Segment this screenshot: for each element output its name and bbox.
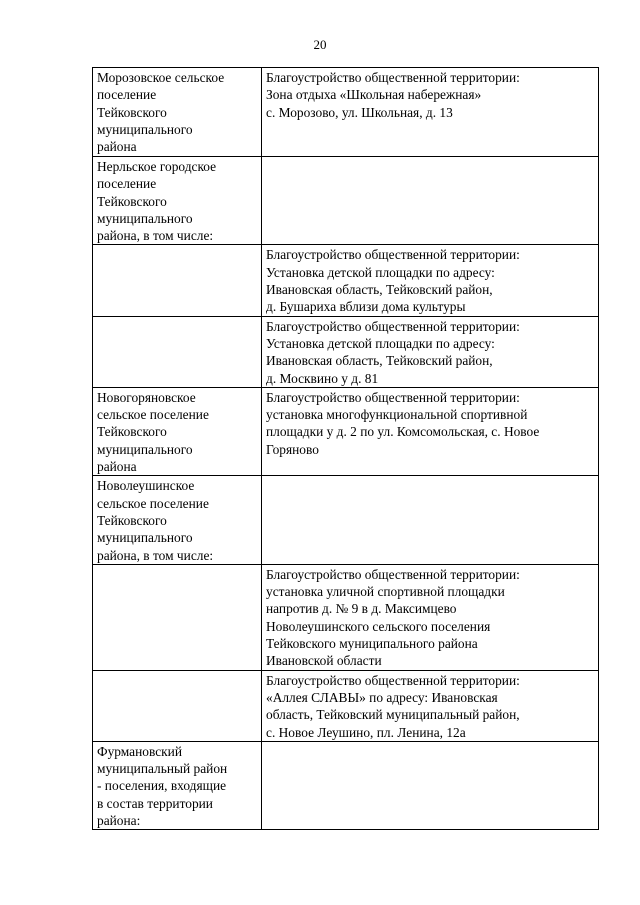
table-row xyxy=(93,245,599,316)
text-line: Тейковского xyxy=(97,424,167,440)
project-cell xyxy=(262,387,599,475)
table-row xyxy=(93,387,599,475)
territory-cell xyxy=(93,564,262,670)
territory-cell xyxy=(93,476,262,564)
text-line: «Аллея СЛАВЫ» по адресу: Ивановская xyxy=(266,689,498,705)
project-cell xyxy=(262,316,599,387)
text-line: Фурмановский xyxy=(97,743,182,759)
text-line: напротив д. № 9 в д. Максимцево xyxy=(266,601,457,617)
text-line: района, в том числе: xyxy=(97,547,214,563)
table-row xyxy=(93,564,599,670)
text-line: д. Москвино у д. 81 xyxy=(266,370,379,386)
text-line: Ивановской области xyxy=(266,653,382,669)
text-line: Благоустройство общественной территории: xyxy=(266,318,520,334)
text-line: сельское поселение xyxy=(97,495,209,511)
text-line: Благоустройство общественной территории: xyxy=(266,566,520,582)
document-table xyxy=(92,67,599,830)
text-line: Морозовское сельское xyxy=(97,70,225,85)
page-number: 20 xyxy=(313,37,327,52)
text-line: в состав территории xyxy=(97,795,213,811)
project-cell xyxy=(262,741,599,829)
text-line: района xyxy=(97,139,137,155)
text-line: д. Бушариха вблизи дома культуры xyxy=(266,299,466,315)
text-line: района: xyxy=(97,812,141,828)
text-line: Новолеушинское xyxy=(97,478,195,494)
territory-cell xyxy=(93,68,262,157)
text-line: Нерльское городское xyxy=(97,159,217,174)
text-line: установка уличной спортивной площадки xyxy=(266,584,505,600)
text-line: область, Тейковский муниципальный район, xyxy=(266,707,520,723)
text-line: Благоустройство общественной территории: xyxy=(266,247,520,263)
text-line: Зона отдыха «Школьная набережная» xyxy=(266,87,482,103)
text-line: Тейковского муниципального района xyxy=(266,636,478,652)
project-cell xyxy=(262,670,599,741)
text-line: Установка детской площадки по адресу: xyxy=(266,335,495,351)
text-line: сельское поселение xyxy=(97,407,209,423)
text-line: Новолеушинского сельского поселения xyxy=(266,618,491,634)
table-row xyxy=(93,316,599,387)
table-row xyxy=(93,670,599,741)
text-line: поселение xyxy=(97,87,157,103)
table-row xyxy=(93,476,599,564)
territory-cell xyxy=(93,316,262,387)
text-line: - поселения, входящие xyxy=(97,778,227,794)
text-line: района xyxy=(97,459,137,475)
project-cell xyxy=(262,564,599,670)
text-line: Тейковского xyxy=(97,512,167,528)
project-cell xyxy=(262,245,599,316)
text-line: Ивановская область, Тейковский район, xyxy=(266,353,493,369)
territory-cell xyxy=(93,245,262,316)
project-cell xyxy=(262,68,599,157)
text-line: Благоустройство общественной территории: xyxy=(266,389,520,405)
text-line: района, в том числе: xyxy=(97,228,214,244)
table-row xyxy=(93,741,599,829)
text-line: муниципальный район xyxy=(97,761,228,777)
project-cell xyxy=(262,157,599,245)
table-body xyxy=(93,68,599,830)
territory-cell xyxy=(93,157,262,245)
text-line: Тейковского xyxy=(97,104,167,120)
text-line: муниципального xyxy=(97,210,193,226)
text-line: с. Морозово, ул. Школьная, д. 13 xyxy=(266,104,453,120)
text-line: муниципального xyxy=(97,441,193,457)
text-line: площадки у д. 2 по ул. Комсомольская, с. Новое xyxy=(266,424,540,440)
text-line: муниципального xyxy=(97,121,193,137)
text-line: Благоустройство общественной территории: xyxy=(266,70,520,85)
text-line: муниципального xyxy=(97,530,193,546)
text-line: Новогоряновское xyxy=(97,389,196,405)
table-row xyxy=(93,157,599,245)
text-line: с. Новое Леушино, пл. Ленина, 12а xyxy=(266,724,466,740)
text-line: Горяново xyxy=(266,441,319,457)
text-line: Установка детской площадки по адресу: xyxy=(266,264,495,280)
text-line: Ивановская область, Тейковский район, xyxy=(266,282,493,298)
text-line: установка многофункциональной спортивной xyxy=(266,407,528,423)
territory-cell xyxy=(93,670,262,741)
table-row xyxy=(93,68,599,157)
text-line: Благоустройство общественной территории: xyxy=(266,672,520,688)
text-line: Тейковского xyxy=(97,193,167,209)
project-cell xyxy=(262,476,599,564)
territory-cell xyxy=(93,741,262,829)
territory-cell xyxy=(93,387,262,475)
text-line: поселение xyxy=(97,176,157,192)
